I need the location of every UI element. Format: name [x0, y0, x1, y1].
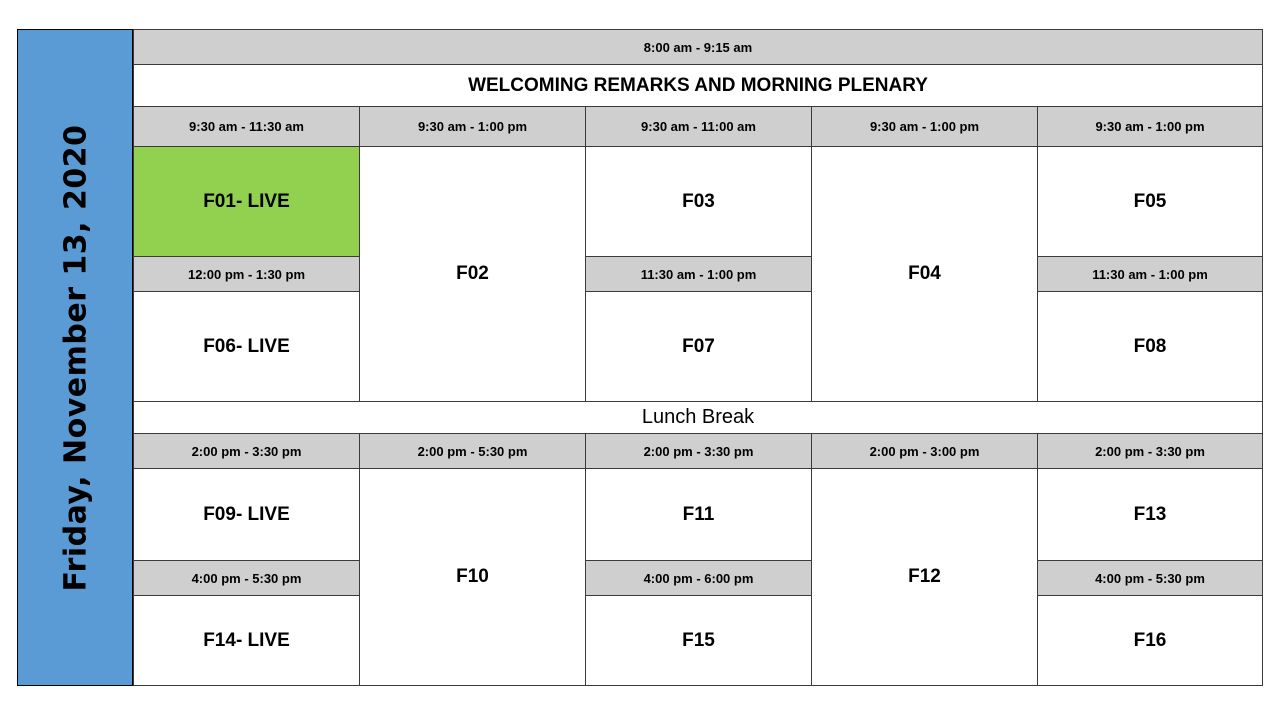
session-f02: F02 — [359, 146, 586, 402]
session-f10: F10 — [359, 468, 586, 686]
time-slot: 4:00 pm - 5:30 pm — [1037, 560, 1263, 596]
lunch-break: Lunch Break — [133, 401, 1263, 434]
session-f11: F11 — [585, 468, 812, 561]
session-f01-live: F01- LIVE — [133, 146, 360, 257]
date-label: Friday, November 13, 2020 — [58, 124, 94, 592]
time-slot: 2:00 pm - 3:30 pm — [133, 433, 360, 469]
session-f07: F07 — [585, 291, 812, 402]
session-f04: F04 — [811, 146, 1038, 402]
time-slot: 2:00 pm - 3:30 pm — [585, 433, 812, 469]
session-f15: F15 — [585, 595, 812, 686]
time-slot: 11:30 am - 1:00 pm — [585, 256, 812, 292]
time-slot: 9:30 am - 1:00 pm — [1037, 106, 1263, 147]
session-f06-live: F06- LIVE — [133, 291, 360, 402]
time-slot: 12:00 pm - 1:30 pm — [133, 256, 360, 292]
session-f05: F05 — [1037, 146, 1263, 257]
session-f08: F08 — [1037, 291, 1263, 402]
time-slot: 2:00 pm - 5:30 pm — [359, 433, 586, 469]
time-slot: 9:30 am - 11:00 am — [585, 106, 812, 147]
time-slot: 4:00 pm - 6:00 pm — [585, 560, 812, 596]
session-f13: F13 — [1037, 468, 1263, 561]
session-f03: F03 — [585, 146, 812, 257]
time-slot: 9:30 am - 1:00 pm — [811, 106, 1038, 147]
time-slot: 11:30 am - 1:00 pm — [1037, 256, 1263, 292]
plenary-title: WELCOMING REMARKS AND MORNING PLENARY — [133, 64, 1263, 107]
date-band — [17, 29, 133, 686]
time-slot: 2:00 pm - 3:00 pm — [811, 433, 1038, 469]
time-slot: 9:30 am - 11:30 am — [133, 106, 360, 147]
session-f16: F16 — [1037, 595, 1263, 686]
session-f09-live: F09- LIVE — [133, 468, 360, 561]
opening-time: 8:00 am - 9:15 am — [133, 29, 1263, 65]
time-slot: 2:00 pm - 3:30 pm — [1037, 433, 1263, 469]
time-slot: 9:30 am - 1:00 pm — [359, 106, 586, 147]
time-slot: 4:00 pm - 5:30 pm — [133, 560, 360, 596]
session-f12: F12 — [811, 468, 1038, 686]
session-f14-live: F14- LIVE — [133, 595, 360, 686]
